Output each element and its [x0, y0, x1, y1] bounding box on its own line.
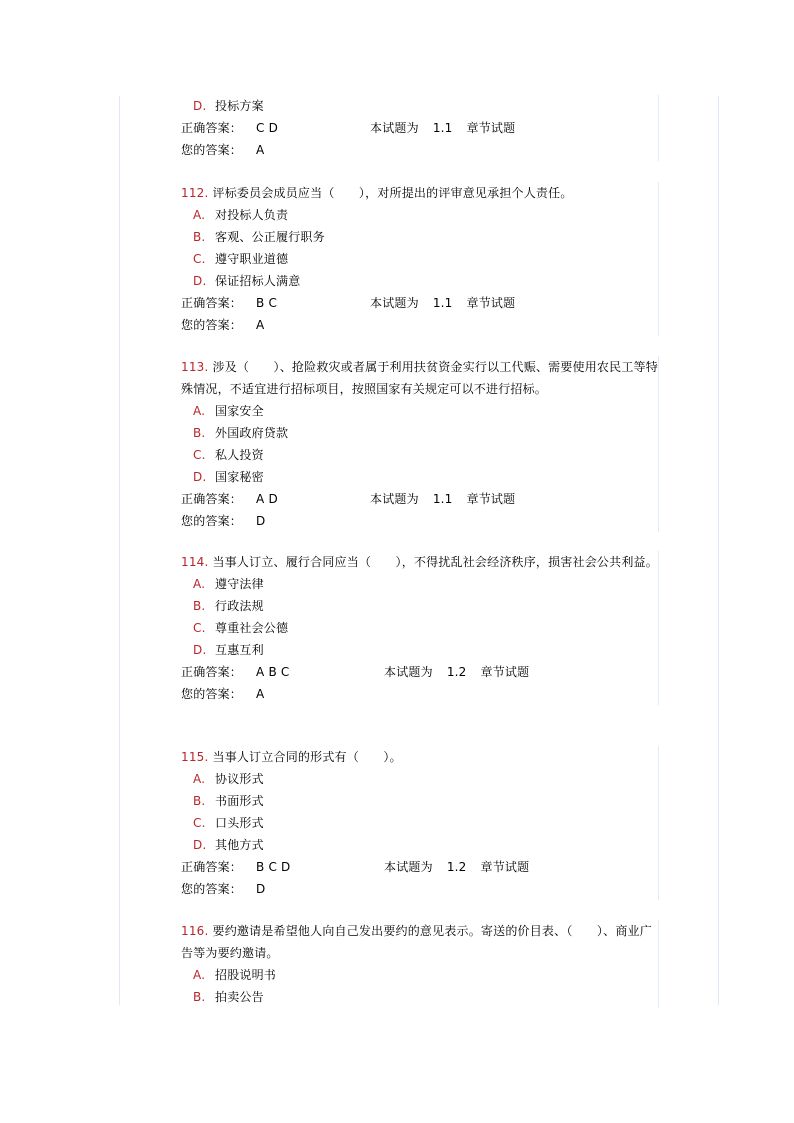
option-letter: B.	[193, 599, 206, 613]
option-c	[181, 444, 659, 466]
section-number: 1.2	[446, 665, 467, 679]
option-letter: A.	[193, 772, 206, 786]
question-source	[384, 856, 529, 878]
section-number: 1.2	[446, 860, 467, 874]
question-text: 当事人订立合同的形式有（ ）。	[212, 750, 402, 764]
question-number: 112.	[181, 186, 209, 200]
option-text: 保证招标人满意	[215, 274, 301, 288]
question-text: 要约邀请是希望他人向自己发出要约的意见表示。寄送的价目表、（ ）、商业广告等为要约邀请。	[181, 924, 652, 960]
option-text: 其他方式	[215, 838, 264, 852]
option-d	[181, 270, 659, 292]
your-answer-label: 您的答案：	[181, 882, 243, 896]
question-stem	[181, 551, 659, 573]
option-letter: C.	[193, 816, 206, 830]
your-answer-label: 您的答案：	[181, 514, 243, 528]
option-d	[181, 834, 659, 856]
question-number: 116.	[181, 924, 209, 938]
option-text: 书面形式	[215, 794, 264, 808]
option-letter: C.	[193, 621, 206, 635]
option-letter: D.	[193, 274, 207, 288]
correct-answer-value: A D	[256, 492, 278, 506]
source-prefix: 本试题为	[370, 121, 419, 135]
option-text: 国家安全	[215, 404, 264, 418]
option-letter: D.	[193, 99, 207, 113]
option-d	[181, 95, 659, 117]
question-stem	[181, 182, 659, 204]
option-b	[181, 226, 659, 248]
option-text: 协议形式	[215, 772, 264, 786]
your-answer-row	[181, 314, 659, 336]
option-text: 私人投资	[215, 448, 264, 462]
option-text: 拍卖公告	[215, 990, 264, 1004]
option-c	[181, 812, 659, 834]
option-text: 互惠互利	[215, 643, 264, 657]
question-block-111-fragment	[181, 95, 659, 161]
option-letter: D.	[193, 643, 207, 657]
your-answer-label: 您的答案：	[181, 318, 243, 332]
question-text: 评标委员会成员应当（ ），对所提出的评审意见承担个人责任。	[212, 186, 573, 200]
option-letter: B.	[193, 426, 206, 440]
option-text: 国家秘密	[215, 470, 264, 484]
option-text: 客观、公正履行职务	[215, 230, 325, 244]
option-text: 尊重社会公德	[215, 621, 289, 635]
chapter-label: 章节试题	[480, 665, 530, 679]
correct-answer-label: 正确答案：	[181, 492, 243, 506]
option-letter: D.	[193, 470, 207, 484]
option-letter: A.	[193, 577, 206, 591]
your-answer-value: D	[256, 514, 266, 528]
option-a	[181, 573, 659, 595]
option-letter: C.	[193, 448, 206, 462]
question-block-113	[181, 356, 659, 532]
question-source	[370, 117, 515, 139]
option-c	[181, 617, 659, 639]
your-answer-value: A	[256, 687, 265, 701]
correct-answer-row	[181, 661, 659, 683]
correct-answer-value: C D	[256, 121, 279, 135]
source-prefix: 本试题为	[384, 665, 433, 679]
section-number: 1.1	[432, 296, 453, 310]
chapter-label: 章节试题	[480, 860, 530, 874]
correct-answer-value: A B C	[256, 665, 290, 679]
question-divider	[658, 920, 659, 1008]
source-prefix: 本试题为	[384, 860, 433, 874]
question-number: 113.	[181, 360, 209, 374]
question-number: 115.	[181, 750, 209, 764]
option-b	[181, 986, 659, 1008]
option-text: 对投标人负责	[215, 208, 289, 222]
correct-answer-row	[181, 488, 659, 510]
correct-answer-value: B C D	[256, 860, 291, 874]
option-c	[181, 248, 659, 270]
your-answer-label: 您的答案：	[181, 687, 243, 701]
question-source	[370, 292, 515, 314]
correct-answer-label: 正确答案：	[181, 860, 243, 874]
source-prefix: 本试题为	[370, 296, 419, 310]
section-number: 1.1	[432, 492, 453, 506]
option-letter: D.	[193, 838, 207, 852]
option-text: 遵守职业道德	[215, 252, 289, 266]
option-text: 外国政府贷款	[215, 426, 289, 440]
your-answer-row	[181, 139, 659, 161]
option-text: 投标方案	[215, 99, 264, 113]
question-stem	[181, 356, 659, 400]
correct-answer-label: 正确答案：	[181, 296, 243, 310]
option-letter: B.	[193, 794, 206, 808]
question-block-115	[181, 746, 659, 900]
your-answer-value: D	[256, 882, 266, 896]
option-a	[181, 204, 659, 226]
option-text: 招股说明书	[215, 968, 277, 982]
question-block-116	[181, 920, 659, 1008]
option-a	[181, 400, 659, 422]
option-letter: A.	[193, 404, 206, 418]
correct-answer-row	[181, 292, 659, 314]
option-d	[181, 639, 659, 661]
left-margin-line	[119, 96, 120, 1005]
right-margin-line	[718, 96, 719, 1005]
option-letter: C.	[193, 252, 206, 266]
question-source	[384, 661, 529, 683]
your-answer-value: A	[256, 143, 265, 157]
question-stem	[181, 746, 659, 768]
option-text: 行政法规	[215, 599, 264, 613]
question-block-112	[181, 182, 659, 336]
option-a	[181, 964, 659, 986]
your-answer-row	[181, 683, 659, 705]
your-answer-row	[181, 878, 659, 900]
your-answer-label: 您的答案：	[181, 143, 243, 157]
option-letter: B.	[193, 230, 206, 244]
option-b	[181, 790, 659, 812]
option-letter: A.	[193, 208, 206, 222]
correct-answer-row	[181, 117, 659, 139]
option-d	[181, 466, 659, 488]
section-number: 1.1	[432, 121, 453, 135]
question-stem	[181, 920, 659, 964]
option-letter: A.	[193, 968, 206, 982]
chapter-label: 章节试题	[466, 121, 516, 135]
option-text: 遵守法律	[215, 577, 264, 591]
correct-answer-row	[181, 856, 659, 878]
correct-answer-value: B C	[256, 296, 278, 310]
option-text: 口头形式	[215, 816, 264, 830]
question-block-114	[181, 551, 659, 705]
question-text: 涉及（ ）、抢险救灾或者属于利用扶贫资金实行以工代赈、需要使用农民工等特殊情况，不适宜进行招标项目，按照国家有关规定可以不进行招标。	[181, 360, 658, 396]
question-source	[370, 488, 515, 510]
your-answer-row	[181, 510, 659, 532]
source-prefix: 本试题为	[370, 492, 419, 506]
question-text: 当事人订立、履行合同应当（ ），不得扰乱社会经济秩序，损害社会公共利益。	[212, 555, 658, 569]
chapter-label: 章节试题	[466, 296, 516, 310]
option-a	[181, 768, 659, 790]
your-answer-value: A	[256, 318, 265, 332]
question-number: 114.	[181, 555, 209, 569]
option-b	[181, 595, 659, 617]
chapter-label: 章节试题	[466, 492, 516, 506]
correct-answer-label: 正确答案：	[181, 665, 243, 679]
correct-answer-label: 正确答案：	[181, 121, 243, 135]
option-letter: B.	[193, 990, 206, 1004]
option-b	[181, 422, 659, 444]
